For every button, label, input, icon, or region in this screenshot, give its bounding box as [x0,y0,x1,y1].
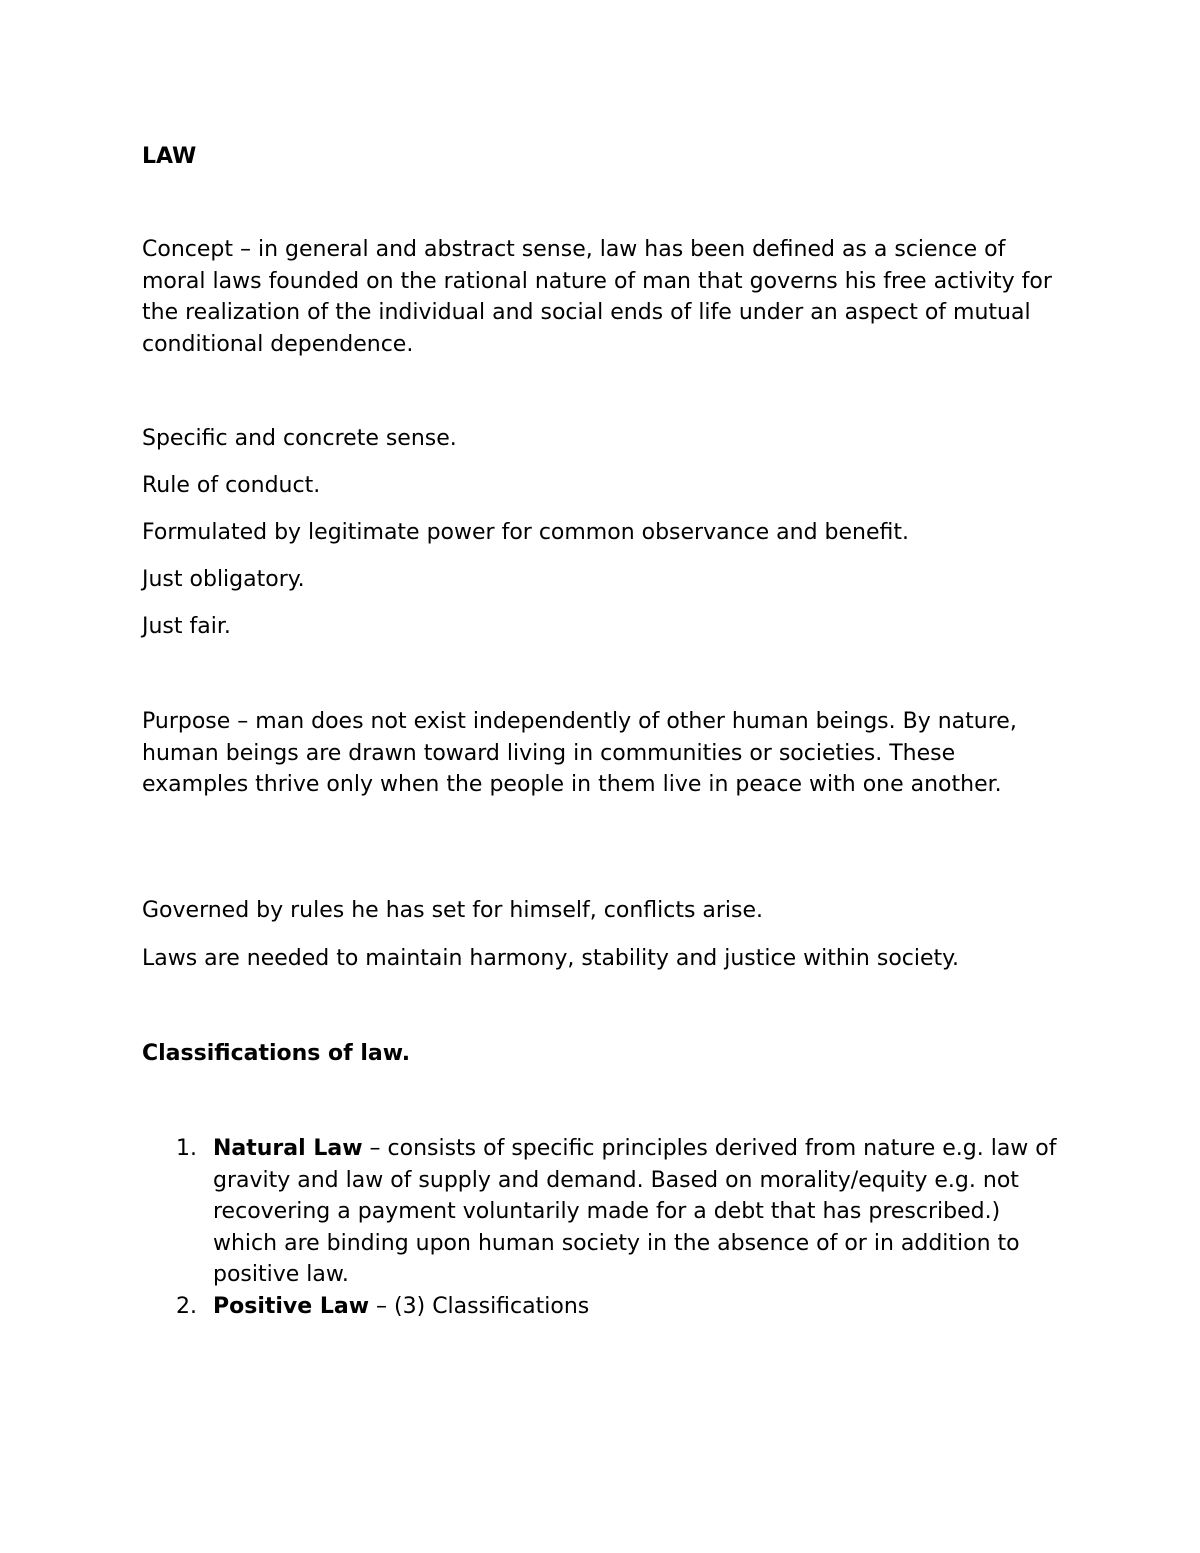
governed-point: Laws are needed to maintain harmony, stability and justice within society. [142,946,960,971]
list-item-number: 1. [176,1136,197,1161]
classifications-heading: Classifications of law. [142,1041,411,1066]
purpose-paragraph: Purpose – man does not exist independently of other human beings. By nature, human beings are drawn toward living in communities or societies. These examples thrive only when the people in them live in peace with one another. [142,709,1017,797]
specific-point: Just obligatory. [142,567,305,592]
concept-paragraph: Concept – in general and abstract sense, law has been defined as a science of moral laws founded on the rational nature of man that governs his free activity for the realization of the individual and social ends of life under an aspect of mutual conditional dependence. [142,237,1052,357]
specific-point: Specific and concrete sense. [142,426,457,451]
list-item-term: Natural Law [213,1136,363,1161]
list-item-text: – consists of specific principles derived from nature e.g. law of gravity and law of supply and demand. Based on morality/equity e.g. not recovering a payment voluntarily made for a debt that has prescribed.) which are binding upon human society in the absence of or in addition to positive law. [213,1136,1057,1287]
list-item-term: Positive Law [213,1293,370,1319]
list-item [142,1291,1067,1323]
list-item-number: 2. [176,1293,197,1319]
specific-point: Just fair. [142,614,231,639]
document-title: LAW [142,144,197,169]
specific-point: Formulated by legitimate power for common observance and benefit. [142,520,910,545]
governed-point: Governed by rules he has set for himself, conflicts arise. [142,898,764,923]
classifications-list [142,1133,1067,1322]
list-item-text: – (3) Classifications [369,1293,590,1319]
specific-point: Rule of conduct. [142,473,321,498]
list-item [142,1133,1067,1291]
